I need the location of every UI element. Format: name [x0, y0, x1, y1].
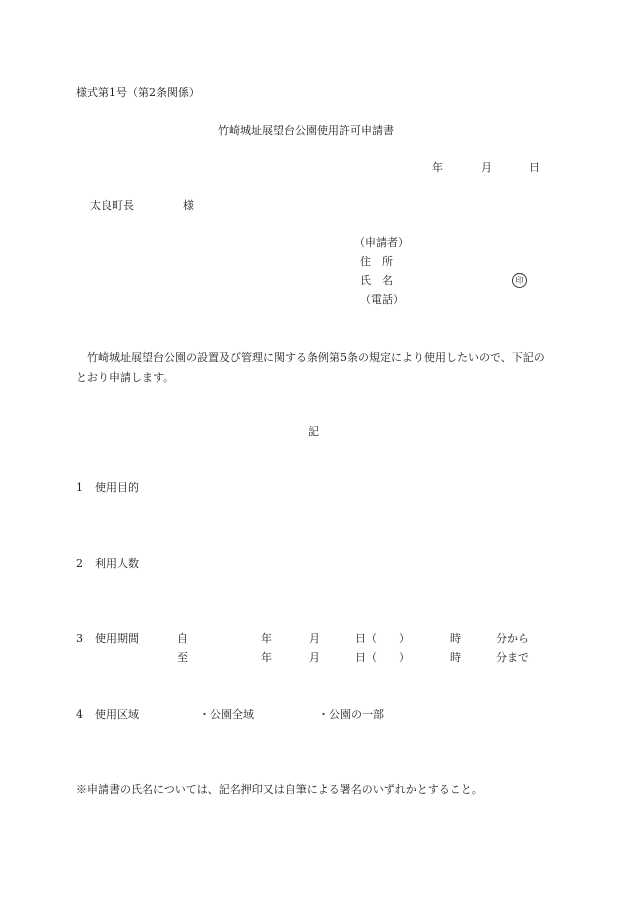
address-label: 住 所 [360, 255, 393, 268]
name-label: 氏 名 [360, 274, 393, 287]
item-1-number: 1 [76, 481, 83, 494]
period-from-month: 月 [309, 632, 320, 645]
item-2-label: 利用人数 [95, 557, 139, 570]
period-to-hour: 時 [450, 651, 461, 664]
period-from-minute: 分から [496, 632, 529, 645]
applicant-label: （申請者） [354, 236, 409, 249]
addressee-name: 太良町長 [90, 199, 134, 212]
application-statement: 竹崎城址展望台公園の設置及び管理に関する条例第5条の規定により使用したいので、下記のとおり申請します。 [76, 351, 545, 384]
period-to-minute: 分まで [496, 651, 529, 664]
date-month-label: 月 [481, 161, 492, 174]
period-to-day: 日（ ） [355, 651, 410, 664]
date-day-label: 日 [529, 161, 540, 174]
item-3-label: 使用期間 [95, 632, 139, 645]
form-number: 様式第1号（第2条関係） [76, 86, 200, 99]
period-from-day: 日（ ） [355, 632, 410, 645]
item-4-number: 4 [76, 708, 83, 721]
item-3-number: 3 [76, 632, 83, 645]
phone-label: （電話） [360, 293, 404, 306]
addressee-honorific: 様 [183, 199, 194, 212]
seal-mark [512, 273, 527, 288]
item-1-label: 使用目的 [95, 481, 139, 494]
page-title: 竹崎城址展望台公園使用許可申請書 [218, 124, 394, 137]
period-to-month: 月 [309, 651, 320, 664]
signature-note: ※申請書の氏名については、記名押印又は自筆による署名のいずれかとすること。 [76, 783, 483, 796]
area-option-all: ・公園全域 [199, 708, 254, 721]
period-from-prefix: 自 [177, 632, 188, 645]
ki-heading: 記 [308, 425, 319, 438]
period-to-year: 年 [261, 651, 272, 664]
date-year-label: 年 [432, 161, 443, 174]
period-from-year: 年 [261, 632, 272, 645]
item-4-label: 使用区域 [95, 708, 139, 721]
seal-icon: 印 [512, 273, 527, 288]
item-2-number: 2 [76, 557, 83, 570]
area-option-part: ・公園の一部 [318, 708, 384, 721]
period-to-prefix: 至 [177, 651, 188, 664]
period-from-hour: 時 [450, 632, 461, 645]
